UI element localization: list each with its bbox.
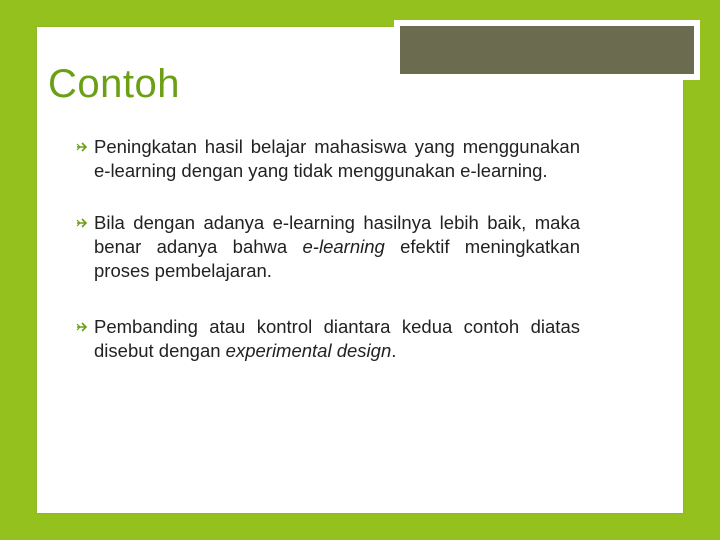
bullet-item-2 (76, 211, 580, 283)
bullet-text-1: Peningkatan hasil belajar mahasiswa yang menggunakan e-learning dengan yang tidak menggunakan e-learning. (94, 136, 580, 181)
bullet-item-3 (76, 315, 580, 363)
slide-title: Contoh (48, 62, 180, 106)
bullet-text-3-post: . (391, 340, 397, 361)
bullet-text-2-italic: e-learning (302, 236, 385, 257)
arrow-bullet-icon (76, 321, 90, 333)
arrow-bullet-icon (76, 141, 90, 153)
bullet-list (76, 135, 580, 391)
arrow-bullet-icon (76, 217, 90, 229)
bullet-text-2-pre: Bila dengan adanya e-learning hasilnya lebih baik, maka benar adanya bahwa (94, 212, 580, 257)
bullet-text-3-pre: Pembanding atau kontrol diantara kedua contoh diatas disebut dengan (94, 316, 580, 361)
bullet-text-3-italic: experimental design (225, 340, 392, 361)
accent-block (394, 20, 700, 80)
bullet-item-1 (76, 135, 580, 183)
bullet-text-2-post: efektif meningkatkan proses pembelajaran. (94, 236, 580, 281)
